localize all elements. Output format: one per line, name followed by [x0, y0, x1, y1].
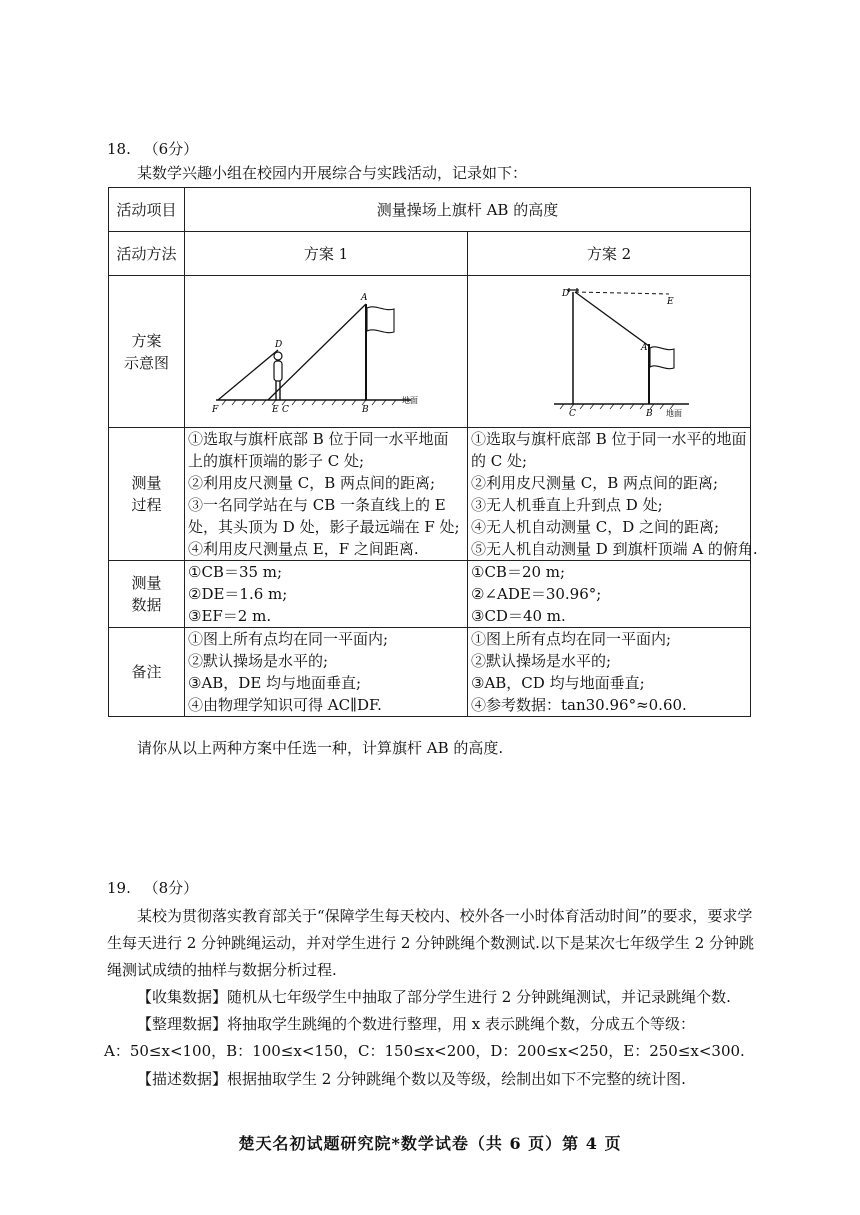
process2-line: ③无人机垂直上升到点 D 处; [471, 496, 663, 514]
fig2-label-ground: 地面 [666, 408, 682, 418]
table-row-diagram [109, 276, 751, 428]
fig2-label-a: A [641, 342, 648, 353]
q18-header [107, 138, 198, 159]
fig1-label-e: E [272, 404, 279, 415]
table-row-method [109, 232, 751, 276]
process1-line: ①选取与旗杆底部 B 位于同一水平地面 [188, 430, 449, 448]
diagram-label-2: 示意图 [123, 353, 169, 372]
data2-line: ②∠ADE＝30.96°; [471, 585, 602, 603]
data-label [109, 561, 185, 628]
fig1-label-ground: 地面 [402, 395, 418, 405]
note2-line: ④参考数据：tan30.96°≈0.60. [471, 696, 687, 714]
data2-line: ③CD＝40 m. [471, 607, 566, 625]
process1-line: ③一名同学站在与 CB 一条直线上的 E [188, 496, 446, 514]
fig2-label-e: E [667, 296, 674, 307]
process1-line: 处，其头顶为 D 处，影子最远端在 F 处; [188, 518, 460, 536]
project-label: 活动项目 [109, 188, 185, 232]
process2-line: ⑤无人机自动测量 D 到旗杆顶端 A 的俯角. [471, 540, 758, 558]
process1-line: ④利用皮尺测量点 E，F 之间距离. [188, 540, 419, 558]
q18-points: （6分） [143, 140, 199, 158]
data1-line: ①CB＝35 m; [188, 563, 283, 581]
diagram-label [109, 276, 185, 428]
fig1-label-b: B [362, 404, 369, 415]
data1-line: ③EF＝2 m. [188, 607, 272, 625]
note2-cell [468, 628, 751, 717]
page-footer: 楚天名初试题研究院*数学试卷（共 6 页）第 4 页 [238, 1134, 622, 1153]
note2-line: ②默认操场是水平的; [471, 652, 612, 670]
table-row-process [109, 428, 751, 561]
note2-line: ①图上所有点均在同一平面内; [471, 630, 672, 648]
activity-table [108, 187, 758, 717]
note2-line: ③AB，CD 均与地面垂直; [471, 674, 645, 692]
process-label-1: 测量 [131, 474, 162, 492]
q18-number: 18. [107, 140, 131, 158]
note1-line: ②默认操场是水平的; [188, 652, 329, 670]
process1-line: 上的旗杆顶端的影子 C 处; [188, 452, 365, 470]
data-label-1: 测量 [131, 574, 162, 592]
fig1-label-a: A [361, 292, 368, 303]
process1-cell [185, 428, 468, 561]
fig1-label-f: F [212, 404, 219, 415]
process2-cell [468, 428, 758, 561]
q18-intro: 某数学兴趣小组在校园内开展综合与实践活动，记录如下： [137, 164, 528, 182]
fig2-label-c: C [569, 408, 576, 419]
data2-cell [468, 561, 751, 628]
q19-number: 19. [107, 879, 131, 897]
fig1-label-d: D [275, 339, 283, 350]
q18-question: 请你从以上两种方案中任选一种，计算旗杆 AB 的高度. [137, 739, 504, 757]
process2-line: 的 C 处; [471, 452, 528, 470]
q19-describe-data: 【描述数据】根据抽取学生 2 分钟跳绳个数以及等级，绘制出如下不完整的统计图. [137, 1070, 686, 1088]
q19-collect-data: 【收集数据】随机从七年级学生中抽取了部分学生进行 2 分钟跳绳测试，并记录跳绳个数. [137, 988, 731, 1006]
q19-points: （8分） [143, 879, 199, 897]
process-label [109, 428, 185, 561]
q19-grade-ranges: A：50≤x<100，B：100≤x<150，C：150≤x<200，D：200≤x<250，E：250≤x<300. [104, 1042, 745, 1060]
fig2-label-b: B [646, 408, 653, 419]
data1-cell [185, 561, 468, 628]
process-label-2: 过程 [131, 496, 162, 514]
project-value: 测量操场上旗杆 AB 的高度 [185, 188, 751, 232]
note1-line: ①图上所有点均在同一平面内; [188, 630, 389, 648]
plan1-figure-cell [185, 276, 468, 428]
note1-line: ④由物理学知识可得 AC∥DF. [188, 696, 382, 714]
note1-cell [185, 628, 468, 717]
note1-line: ③AB，DE 均与地面垂直; [188, 674, 362, 692]
plan2-figure [479, 282, 739, 422]
method-label: 活动方法 [109, 232, 185, 276]
q19-paragraph-1: 某校为贯彻落实教育部关于“保障学生每天校内、校外各一小时体育活动时间”的要求，要求学生每天进行 2 分钟跳绳运动，并对学生进行 2 分钟跳绳个数测试.以下是某次七年级学生 2 分钟跳绳测试成绩的抽样与数据分析过程. [107, 907, 755, 979]
fig1-label-c: C [282, 404, 289, 415]
plan1-title: 方案 1 [185, 232, 468, 276]
fig2-label-d: D [562, 288, 570, 299]
data2-line: ①CB＝20 m; [471, 563, 566, 581]
process2-line: ④无人机自动测量 C，D 之间的距离; [471, 518, 720, 536]
data1-line: ②DE＝1.6 m; [188, 585, 288, 603]
plan2-title: 方案 2 [468, 232, 751, 276]
data-label-2: 数据 [131, 596, 162, 614]
note-label: 备注 [109, 628, 185, 717]
table-row-data [109, 561, 751, 628]
q19-header [107, 877, 198, 898]
q19-organize-data: 【整理数据】将抽取学生跳绳的个数进行整理，用 x 表示跳绳个数，分成五个等级： [137, 1015, 695, 1033]
table-row-note [109, 628, 751, 717]
process2-line: ①选取与旗杆底部 B 位于同一水平的地面 [471, 430, 747, 448]
process2-line: ②利用皮尺测量 C，B 两点间的距离; [471, 474, 719, 492]
plan2-figure-cell [468, 276, 751, 428]
plan1-figure [196, 282, 456, 422]
diagram-label-1: 方案 [131, 331, 162, 350]
table-row-project [109, 188, 751, 232]
process1-line: ②利用皮尺测量 C，B 两点间的距离; [188, 474, 436, 492]
